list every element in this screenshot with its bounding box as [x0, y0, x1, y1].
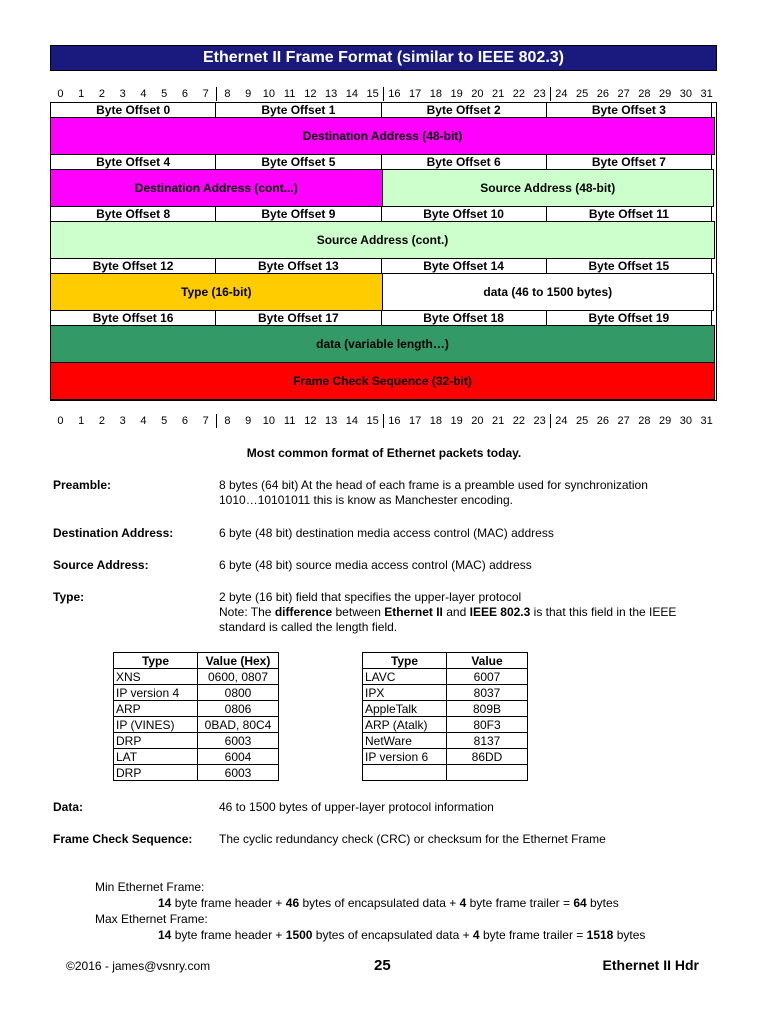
protocol-type-cell: XNS	[114, 669, 198, 685]
protocol-type-cell: LAT	[114, 749, 198, 765]
protocol-type-cell: DRP	[114, 733, 198, 749]
bit-number: 0	[57, 415, 64, 427]
byte-offset-label: Byte Offset 10	[381, 206, 547, 222]
bit-number: 5	[161, 88, 168, 100]
ethertype-table-right	[362, 652, 528, 781]
min-frame-formula	[95, 895, 645, 911]
bit-number: 29	[659, 88, 672, 100]
field-frame-check-sequence: Frame Check Sequence (32-bit)	[50, 362, 715, 400]
bit-number: 27	[617, 88, 630, 100]
protocol-value-cell: 6003	[198, 733, 279, 749]
bit-number: 8	[224, 88, 231, 100]
protocol-type-cell: NetWare	[363, 733, 447, 749]
byte-offset-label: Byte Offset 14	[381, 258, 547, 274]
bit-number: 23	[529, 414, 551, 428]
preamble-text-line: 1010…10101011 this is know as Manchester encoding.	[219, 493, 513, 507]
bit-number: 25	[576, 88, 589, 100]
max-frame-formula	[95, 927, 645, 943]
protocol-value-cell: 8137	[447, 733, 528, 749]
destination-address-label: Destination Address:	[53, 526, 174, 540]
protocol-type-cell: AppleTalk	[363, 701, 447, 717]
num: 4	[459, 896, 467, 910]
bit-number: 14	[345, 415, 358, 427]
protocol-value-cell: 80F3	[447, 717, 528, 733]
protocol-value-cell: 86DD	[447, 749, 528, 765]
table-row	[114, 701, 279, 717]
bit-number: 17	[409, 415, 422, 427]
bit-number: 3	[119, 88, 126, 100]
bit-number: 5	[161, 415, 168, 427]
byte-offset-label: Byte Offset 6	[381, 154, 547, 170]
bit-number: 29	[659, 415, 672, 427]
table-row	[114, 669, 279, 685]
footer-section-title: Ethernet II Hdr	[602, 957, 699, 973]
bit-number: 15	[362, 87, 384, 101]
page-title: Ethernet II Frame Format (similar to IEEE 802.3)	[50, 45, 717, 71]
source-address-description: 6 byte (48 bit) source media access control (MAC) address	[219, 558, 532, 572]
type-text-line: 2 byte (16 bit) field that specifies the upper-layer protocol	[219, 590, 522, 604]
protocol-value-cell	[447, 765, 528, 781]
field-source-address: Source Address (48-bit)	[382, 169, 715, 207]
bit-number: 6	[181, 88, 188, 100]
bit-number: 22	[512, 88, 525, 100]
byte-offset-label: Byte Offset 3	[546, 102, 712, 118]
bit-number: 25	[576, 415, 589, 427]
bit-number: 24	[555, 415, 568, 427]
bit-number: 30	[679, 415, 692, 427]
bit-number: 7	[195, 87, 217, 101]
bit-number: 1	[78, 415, 85, 427]
type-label: Type:	[53, 590, 85, 604]
table-row	[114, 685, 279, 701]
table-row	[114, 733, 279, 749]
frame-diagram	[50, 102, 717, 401]
field-type: Type (16-bit)	[50, 273, 383, 311]
preamble-description	[219, 478, 719, 508]
type-note-emphasis: difference	[274, 605, 333, 619]
bit-number: 3	[119, 415, 126, 427]
bit-number: 8	[224, 415, 231, 427]
type-note-text: is that this field in the IEEE	[530, 605, 677, 619]
diagram-caption: Most common format of Ethernet packets today.	[246, 446, 522, 460]
field-data: data (46 to 1500 bytes)	[382, 273, 715, 311]
field-data-variable: data (variable length…)	[50, 325, 715, 363]
type-note-text: and	[442, 605, 470, 619]
bit-number: 10	[262, 88, 275, 100]
type-note-emphasis: Ethernet II	[384, 605, 443, 619]
byte-offset-label: Byte Offset 15	[546, 258, 712, 274]
bit-number: 16	[388, 415, 401, 427]
bit-number: 15	[362, 414, 384, 428]
bit-number: 30	[679, 88, 692, 100]
bit-number: 9	[245, 415, 252, 427]
data-description: 46 to 1500 bytes of upper-layer protocol information	[219, 800, 494, 814]
table-row	[114, 765, 279, 781]
bit-number: 28	[638, 88, 651, 100]
bit-number: 24	[555, 88, 568, 100]
type-note-text: between	[332, 605, 385, 619]
protocol-value-cell: 6004	[198, 749, 279, 765]
protocol-type-cell: IP (VINES)	[114, 717, 198, 733]
bit-number: 31	[700, 415, 713, 427]
txt: bytes of encapsulated data +	[312, 928, 473, 942]
data-label: Data:	[53, 800, 84, 814]
num: 1518	[586, 928, 614, 942]
bit-number: 27	[617, 415, 630, 427]
table-row	[363, 765, 528, 781]
source-address-label: Source Address:	[53, 558, 149, 572]
num: 14	[158, 896, 172, 910]
txt: byte frame header +	[171, 896, 286, 910]
bit-number: 9	[245, 88, 252, 100]
table-row	[363, 669, 528, 685]
byte-offset-label: Byte Offset 17	[215, 310, 381, 326]
bit-number: 19	[450, 88, 463, 100]
bit-number: 22	[512, 415, 525, 427]
bit-number: 20	[471, 88, 484, 100]
byte-offset-label: Byte Offset 16	[50, 310, 216, 326]
table-row	[114, 717, 279, 733]
protocol-type-cell: ARP (Atalk)	[363, 717, 447, 733]
destination-address-description: 6 byte (48 bit) destination media access control (MAC) address	[219, 526, 554, 540]
protocol-type-cell: ARP	[114, 701, 198, 717]
byte-offset-label: Byte Offset 4	[50, 154, 216, 170]
txt: bytes of encapsulated data +	[299, 896, 460, 910]
bit-number: 10	[262, 415, 275, 427]
protocol-type-cell	[363, 765, 447, 781]
num: 14	[158, 928, 172, 942]
byte-offset-label: Byte Offset 19	[546, 310, 712, 326]
frame-size-summary	[95, 879, 645, 943]
byte-offset-label: Byte Offset 5	[215, 154, 381, 170]
byte-offset-label: Byte Offset 9	[215, 206, 381, 222]
bit-number: 12	[304, 88, 317, 100]
byte-offset-label: Byte Offset 13	[215, 258, 381, 274]
bit-number: 26	[596, 415, 609, 427]
page-number: 25	[374, 957, 391, 974]
max-frame-label: Max Ethernet Frame:	[95, 912, 208, 926]
field-destination-address: Destination Address (48-bit)	[50, 117, 715, 155]
preamble-label: Preamble:	[53, 478, 112, 492]
byte-offset-label: Byte Offset 8	[50, 206, 216, 222]
protocol-value-cell: 809B	[447, 701, 528, 717]
bit-number: 13	[325, 88, 338, 100]
bit-number: 26	[596, 88, 609, 100]
protocol-type-cell: IP version 6	[363, 749, 447, 765]
field-destination-address-cont: Destination Address (cont...)	[50, 169, 383, 207]
bit-number: 18	[429, 88, 442, 100]
table-row	[363, 749, 528, 765]
bit-number: 6	[181, 415, 188, 427]
table-header: Type	[114, 653, 198, 669]
protocol-type-cell: LAVC	[363, 669, 447, 685]
table-row	[363, 717, 528, 733]
bit-number: 28	[638, 415, 651, 427]
ethertype-table-left	[113, 652, 279, 781]
table-row	[363, 685, 528, 701]
byte-offset-label: Byte Offset 2	[381, 102, 547, 118]
table-row	[114, 749, 279, 765]
bit-number: 11	[283, 415, 296, 427]
byte-offset-label: Byte Offset 0	[50, 102, 216, 118]
num: 46	[285, 896, 300, 910]
bit-number: 18	[429, 415, 442, 427]
type-note-line	[219, 605, 719, 620]
table-row	[363, 701, 528, 717]
protocol-value-cell: 0806	[198, 701, 279, 717]
bit-number: 21	[492, 415, 505, 427]
field-source-address-cont: Source Address (cont.)	[50, 221, 715, 259]
bit-ruler-bottom	[50, 414, 717, 428]
protocol-type-cell: IP version 4	[114, 685, 198, 701]
protocol-value-cell: 8037	[447, 685, 528, 701]
bit-number: 7	[195, 414, 217, 428]
bit-number: 1	[78, 88, 85, 100]
num: 4	[472, 928, 480, 942]
bit-number: 19	[450, 415, 463, 427]
bit-number: 21	[492, 88, 505, 100]
bit-number: 13	[325, 415, 338, 427]
num: 64	[573, 896, 587, 910]
protocol-type-cell: DRP	[114, 765, 198, 781]
byte-offset-label: Byte Offset 18	[381, 310, 547, 326]
byte-offset-label: Byte Offset 1	[215, 102, 381, 118]
bit-number: 4	[140, 88, 147, 100]
type-description	[219, 590, 719, 635]
fcs-label: Frame Check Sequence:	[53, 832, 193, 846]
min-frame-label: Min Ethernet Frame:	[95, 880, 205, 894]
table-row	[363, 733, 528, 749]
txt: byte frame trailer =	[479, 928, 587, 942]
type-note-text: Note: The	[219, 605, 275, 619]
txt: bytes	[613, 928, 646, 942]
fcs-description: The cyclic redundancy check (CRC) or checksum for the Ethernet Frame	[219, 832, 606, 846]
byte-offset-label: Byte Offset 11	[546, 206, 712, 222]
byte-offset-label: Byte Offset 7	[546, 154, 712, 170]
bit-number: 12	[304, 415, 317, 427]
protocol-value-cell: 6003	[198, 765, 279, 781]
bit-number: 17	[409, 88, 422, 100]
txt: byte frame header +	[171, 928, 286, 942]
bit-number: 23	[529, 87, 551, 101]
footer-copyright: ©2016 - james@vsnry.com	[66, 959, 211, 973]
protocol-type-cell: IPX	[363, 685, 447, 701]
type-note-emphasis: IEEE 802.3	[469, 605, 531, 619]
preamble-text-line: 8 bytes (64 bit) At the head of each frame is a preamble used for synchronization	[219, 478, 648, 492]
table-header: Value	[447, 653, 528, 669]
bit-number: 31	[700, 88, 713, 100]
bit-number: 16	[388, 88, 401, 100]
protocol-value-cell: 0600, 0807	[198, 669, 279, 685]
table-header: Value (Hex)	[198, 653, 279, 669]
txt: byte frame trailer =	[466, 896, 574, 910]
byte-offset-label: Byte Offset 12	[50, 258, 216, 274]
num: 1500	[285, 928, 313, 942]
bit-number: 2	[98, 415, 105, 427]
bit-number: 0	[57, 88, 64, 100]
type-text-line: standard is called the length field.	[219, 620, 398, 634]
protocol-value-cell: 6007	[447, 669, 528, 685]
protocol-value-cell: 0800	[198, 685, 279, 701]
bit-number: 11	[283, 88, 296, 100]
txt: bytes	[586, 896, 619, 910]
bit-number: 14	[345, 88, 358, 100]
bit-number: 20	[471, 415, 484, 427]
protocol-value-cell: 0BAD, 80C4	[198, 717, 279, 733]
bit-number: 2	[98, 88, 105, 100]
table-header: Type	[363, 653, 447, 669]
bit-number: 4	[140, 415, 147, 427]
bit-ruler-top	[50, 87, 717, 101]
